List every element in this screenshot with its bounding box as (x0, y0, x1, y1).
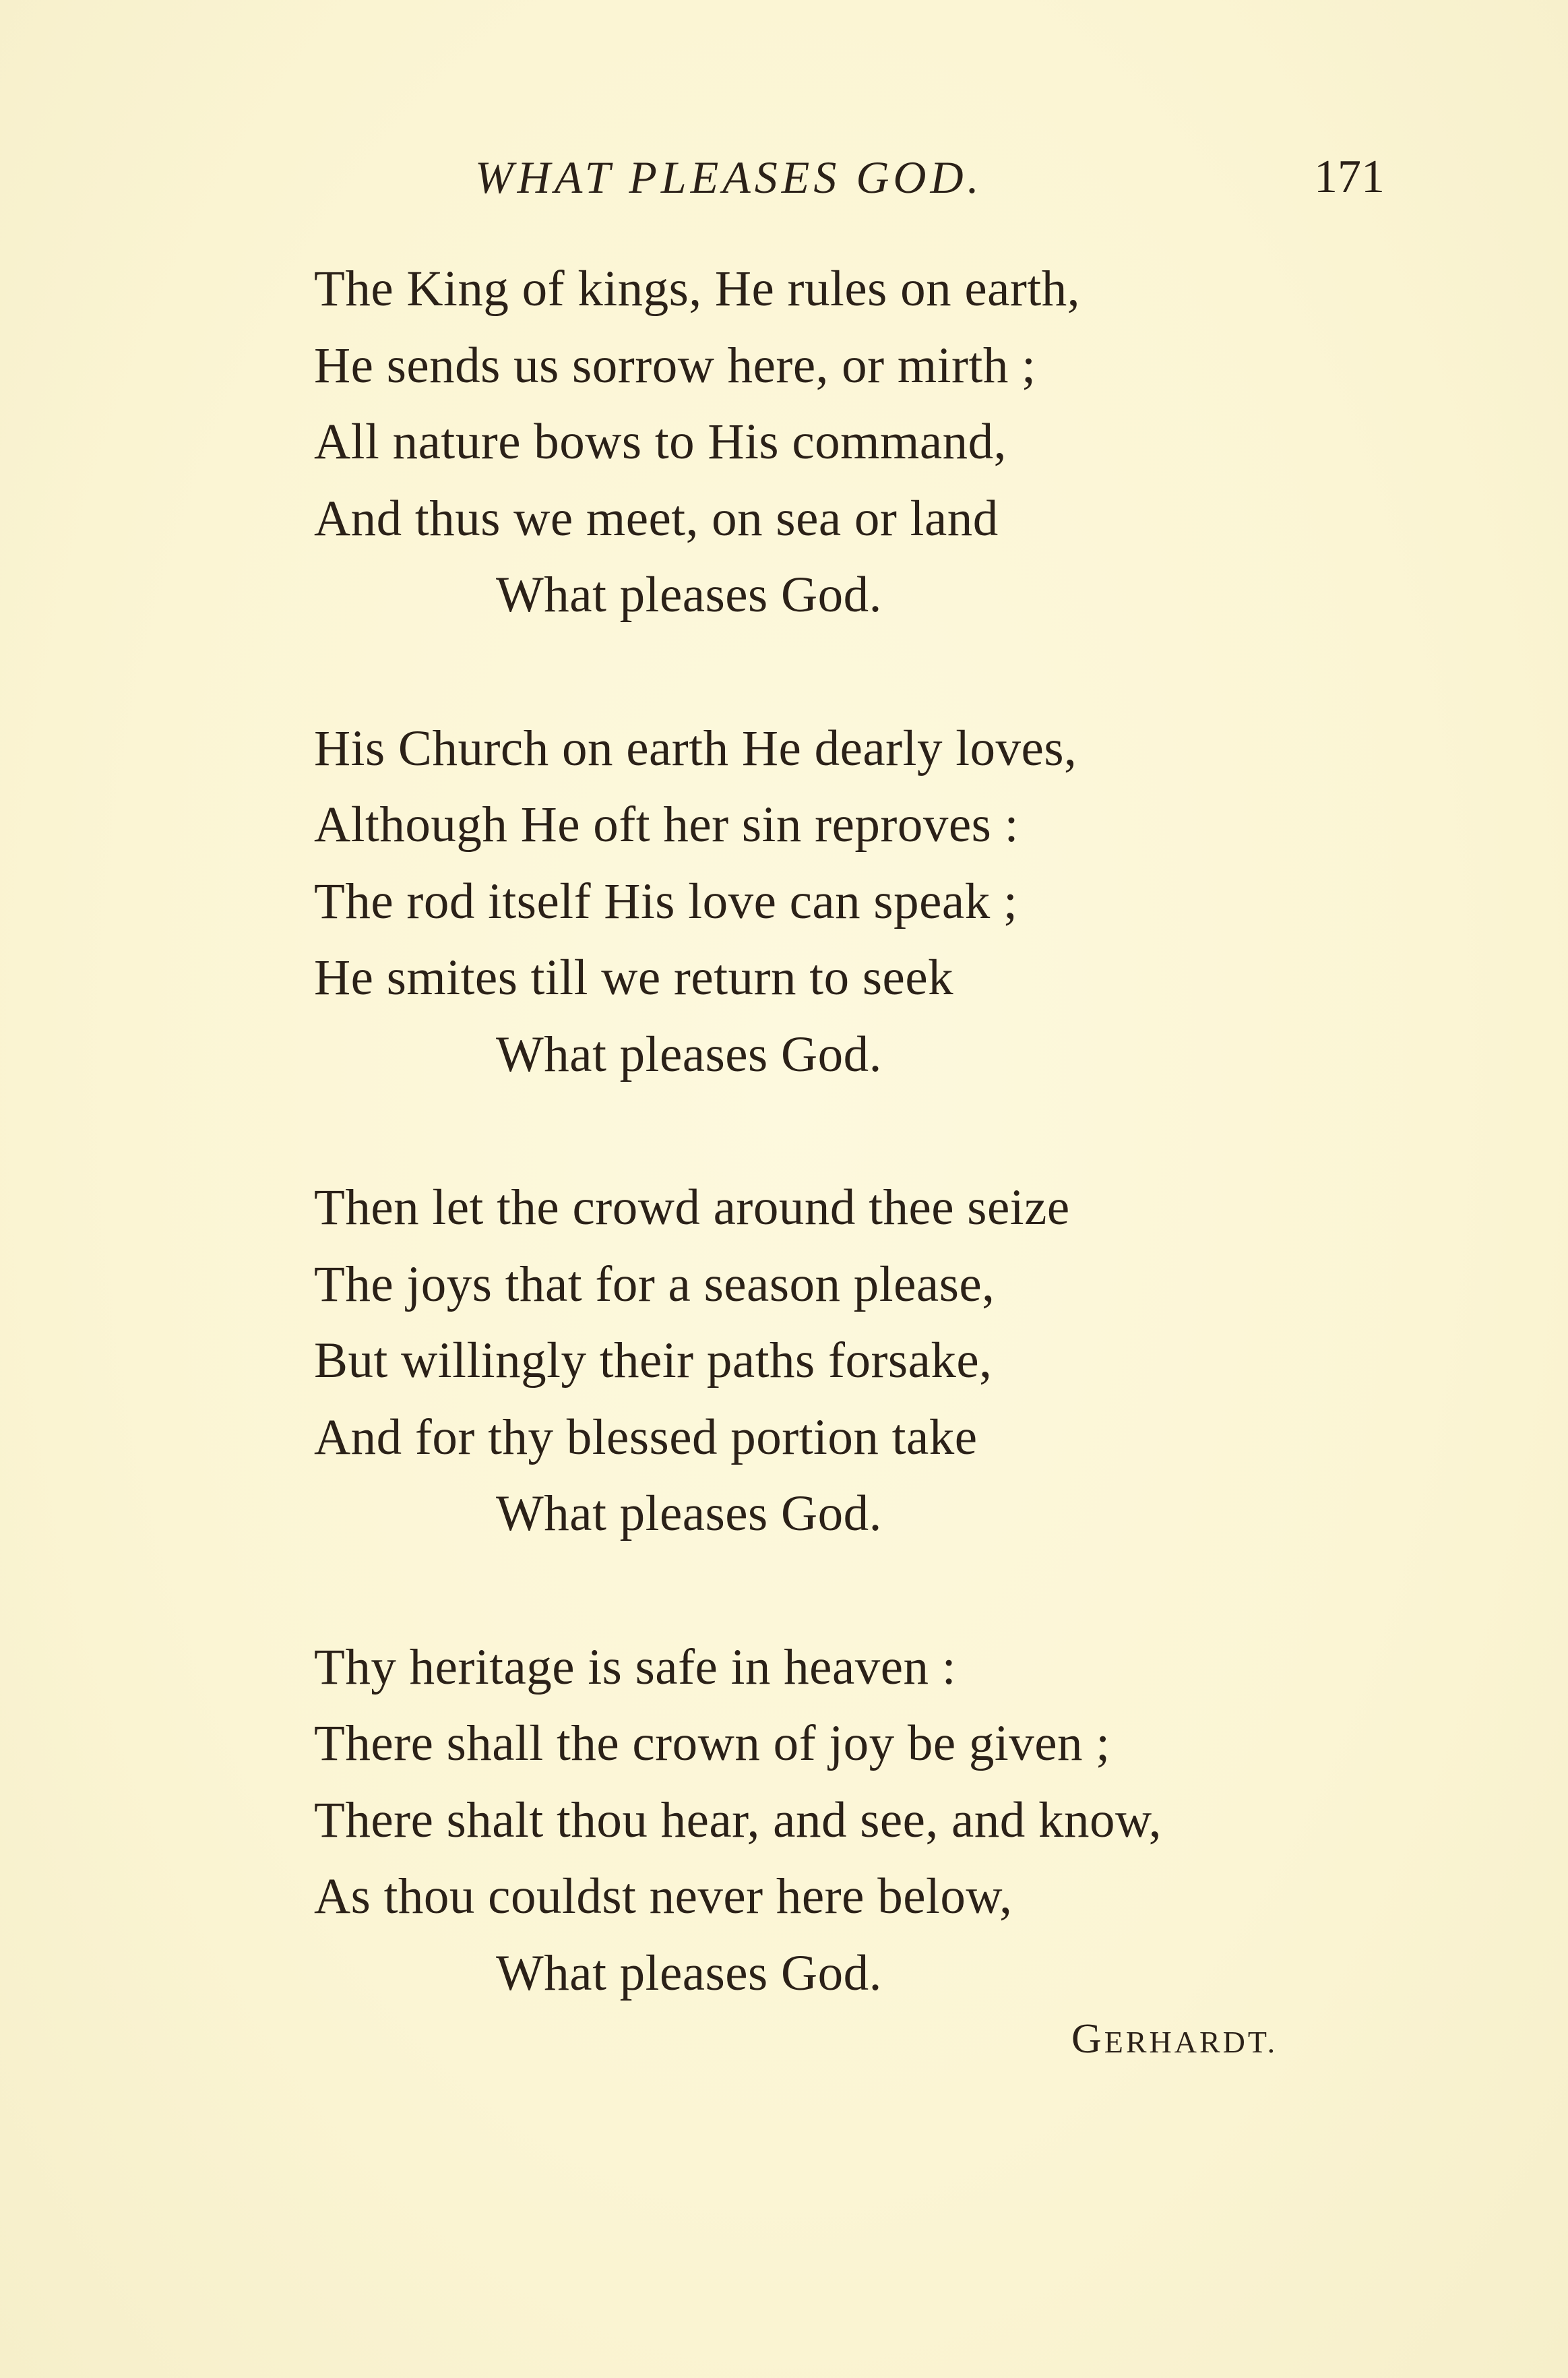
poem-line: He smites till we return to seek (314, 950, 954, 1006)
running-head (0, 147, 1568, 208)
poem-line: He sends us sorrow here, or mirth ; (314, 337, 1036, 394)
poem-line: The rod itself His love can speak ; (314, 873, 1018, 929)
stanza-4 (314, 1629, 1460, 2012)
attribution-initial: G (1071, 2016, 1104, 2062)
poem-refrain: What pleases God. (496, 1945, 882, 2001)
poem-refrain: What pleases God. (496, 1486, 882, 1542)
poem-body (314, 251, 1460, 2088)
running-head-title: WHAT PLEASES GOD. (475, 152, 983, 203)
poem-line: The joys that for a season please, (314, 1256, 995, 1312)
poem-line: There shall the crown of joy be given ; (314, 1715, 1110, 1771)
poem-line: Although He oft her sin reproves : (314, 797, 1019, 853)
poem-line: There shalt thou hear, and see, and know, (314, 1792, 1162, 1848)
page-number: 171 (1314, 151, 1385, 203)
poem-line: His Church on earth He dearly loves, (314, 720, 1077, 776)
poem-line: But willingly their paths forsake, (314, 1333, 993, 1389)
poem-line: The King of kings, He rules on earth, (314, 261, 1080, 317)
stanza-3 (314, 1169, 1460, 1552)
stanza-1 (314, 251, 1460, 634)
poem-line: And thus we meet, on sea or land (314, 490, 999, 547)
poem-refrain: What pleases God. (496, 1026, 882, 1083)
author-attribution (1071, 2015, 1278, 2066)
poem-line: Then let the crowd around thee seize (314, 1180, 1070, 1236)
stanza-2 (314, 710, 1460, 1093)
poem-line: As thou couldst never here below, (314, 1868, 1013, 1924)
poem-line: And for thy blessed portion take (314, 1409, 978, 1465)
poem-line: All nature bows to His command, (314, 414, 1007, 470)
poem-line: Thy heritage is safe in heaven : (314, 1639, 957, 1695)
attribution-rest: ERHARDT. (1104, 2025, 1278, 2059)
poem-refrain: What pleases God. (496, 567, 882, 623)
